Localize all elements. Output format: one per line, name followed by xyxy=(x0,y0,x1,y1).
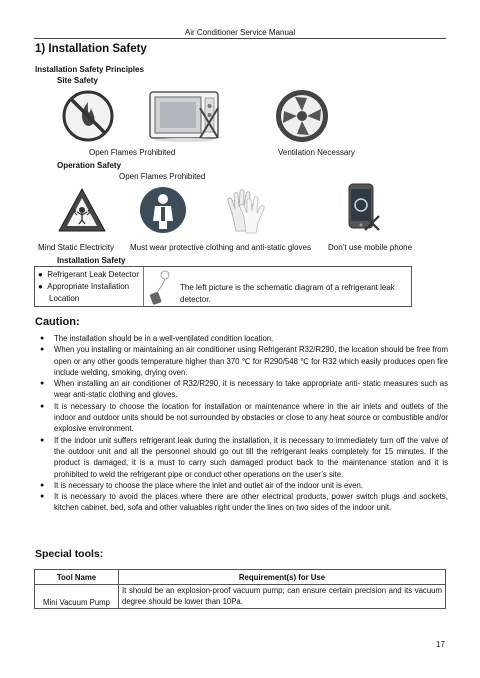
operation-safety-heading: Operation Safety xyxy=(57,161,122,170)
installation-safety-heading: Installation Safety xyxy=(57,256,126,265)
page-number: 17 xyxy=(436,640,445,649)
operation-open-flames-caption: Open Flames Prohibited xyxy=(119,172,206,181)
tool-name-header: Tool Name xyxy=(35,570,119,585)
detector-note-line-1: The left picture is the schematic diagram of a refrigerant leak xyxy=(180,283,395,292)
site-safety-heading: Site Safety xyxy=(57,76,98,85)
leak-detector-item: ● Refrigerant Leak Detector xyxy=(38,270,139,279)
caution-item: ● It is necessary to choose the location for installation or maintenance where in the air inlets and outlets of the indoor and outdoor units should be not surrounded by obstacles or close to any heat source or combustible and/or explosive environment. xyxy=(40,401,448,435)
protective-clothing-caption: Must wear protective clothing and anti-static gloves xyxy=(130,243,311,252)
caution-item: ● When installing an air conditioner of R32/R290, it is necessary to take appropriate anti- static measures such as wear anti-static clothing and gloves. xyxy=(40,378,448,401)
page-header-title: Air Conditioner Service Manual xyxy=(184,28,296,37)
caution-list xyxy=(40,333,448,514)
leak-detector-icon xyxy=(147,269,177,305)
anti-static-gloves-icon xyxy=(222,187,268,235)
open-flames-caption: Open Flames Prohibited xyxy=(89,148,176,157)
leak-detector-label: Refrigerant Leak Detector xyxy=(47,270,139,279)
installation-safety-box xyxy=(34,266,412,307)
caution-title: Caution: xyxy=(35,316,80,328)
special-tools-table xyxy=(34,569,446,609)
caution-item: ● It is necessary to choose the place where the inlet and outlet air of the indoor unit is even. xyxy=(40,480,448,491)
requirement-cell: It should be an explosion-proof vacuum pump; can ensure certain precision and its vacuum degree should be lower than 10Pa. xyxy=(119,585,446,609)
no-mobile-phone-icon xyxy=(343,182,381,232)
table-header-row xyxy=(35,570,446,585)
caution-item: ● It is necessary to avoid the places where there are other electrical products, power switch plugs and sockets, kitchen cabinet, bed, sofa and other valuables right under the lines on two sides of the indoor unit. xyxy=(40,491,448,514)
principles-heading: Installation Safety Principles xyxy=(35,65,144,74)
caution-item: ● The installation should be in a well-ventilated condition location. xyxy=(40,333,448,344)
microwave-prohibited-icon xyxy=(148,88,220,144)
ventilation-fan-icon xyxy=(275,89,329,143)
installation-location-label: Appropriate Installation xyxy=(47,282,130,291)
static-caption: Mind Static Electricity xyxy=(38,243,115,252)
tool-name-cell: Mini Vacuum Pump xyxy=(35,585,119,609)
caution-item: ● When you installing or maintaining an air conditioner using Refrigerant R32/R290, the location should be free from open or any other goods temperature higher than 370 ℃ for R290/548 ℃ for R32 which easily produces open fire include welding, smoking, drying oven. xyxy=(40,344,448,378)
special-tools-title: Special tools: xyxy=(35,548,104,560)
requirements-header: Requirement(s) for Use xyxy=(119,570,446,585)
no-fire-icon xyxy=(62,90,114,142)
caution-item: ● If the indoor unit suffers refrigerant leak during the installation, it is necessary to immediately turn off the valve of the outdoor unit and all the personnel should go out till the refrigerant leaks completely for 15 minutes. If the product is damaged, it is a must to carry such damaged product back to the maintenance station and it is prohibited to weld the refrigerant pipe or conduct other operations on the user’s site. xyxy=(40,435,448,480)
installation-location-label-2: Location xyxy=(49,294,80,303)
static-warning-icon xyxy=(57,186,107,234)
protective-clothing-icon xyxy=(139,185,187,235)
header-divider xyxy=(34,38,446,39)
section-title: 1) Installation Safety xyxy=(35,43,147,55)
table-row xyxy=(35,585,446,609)
box-divider xyxy=(143,267,144,306)
detector-note-line-2: detector. xyxy=(180,295,211,304)
mobile-phone-caption: Don’t use mobile phone xyxy=(328,243,413,252)
ventilation-caption: Ventilation Necessary xyxy=(278,148,355,157)
installation-location-item: ● Appropriate Installation xyxy=(38,282,130,291)
